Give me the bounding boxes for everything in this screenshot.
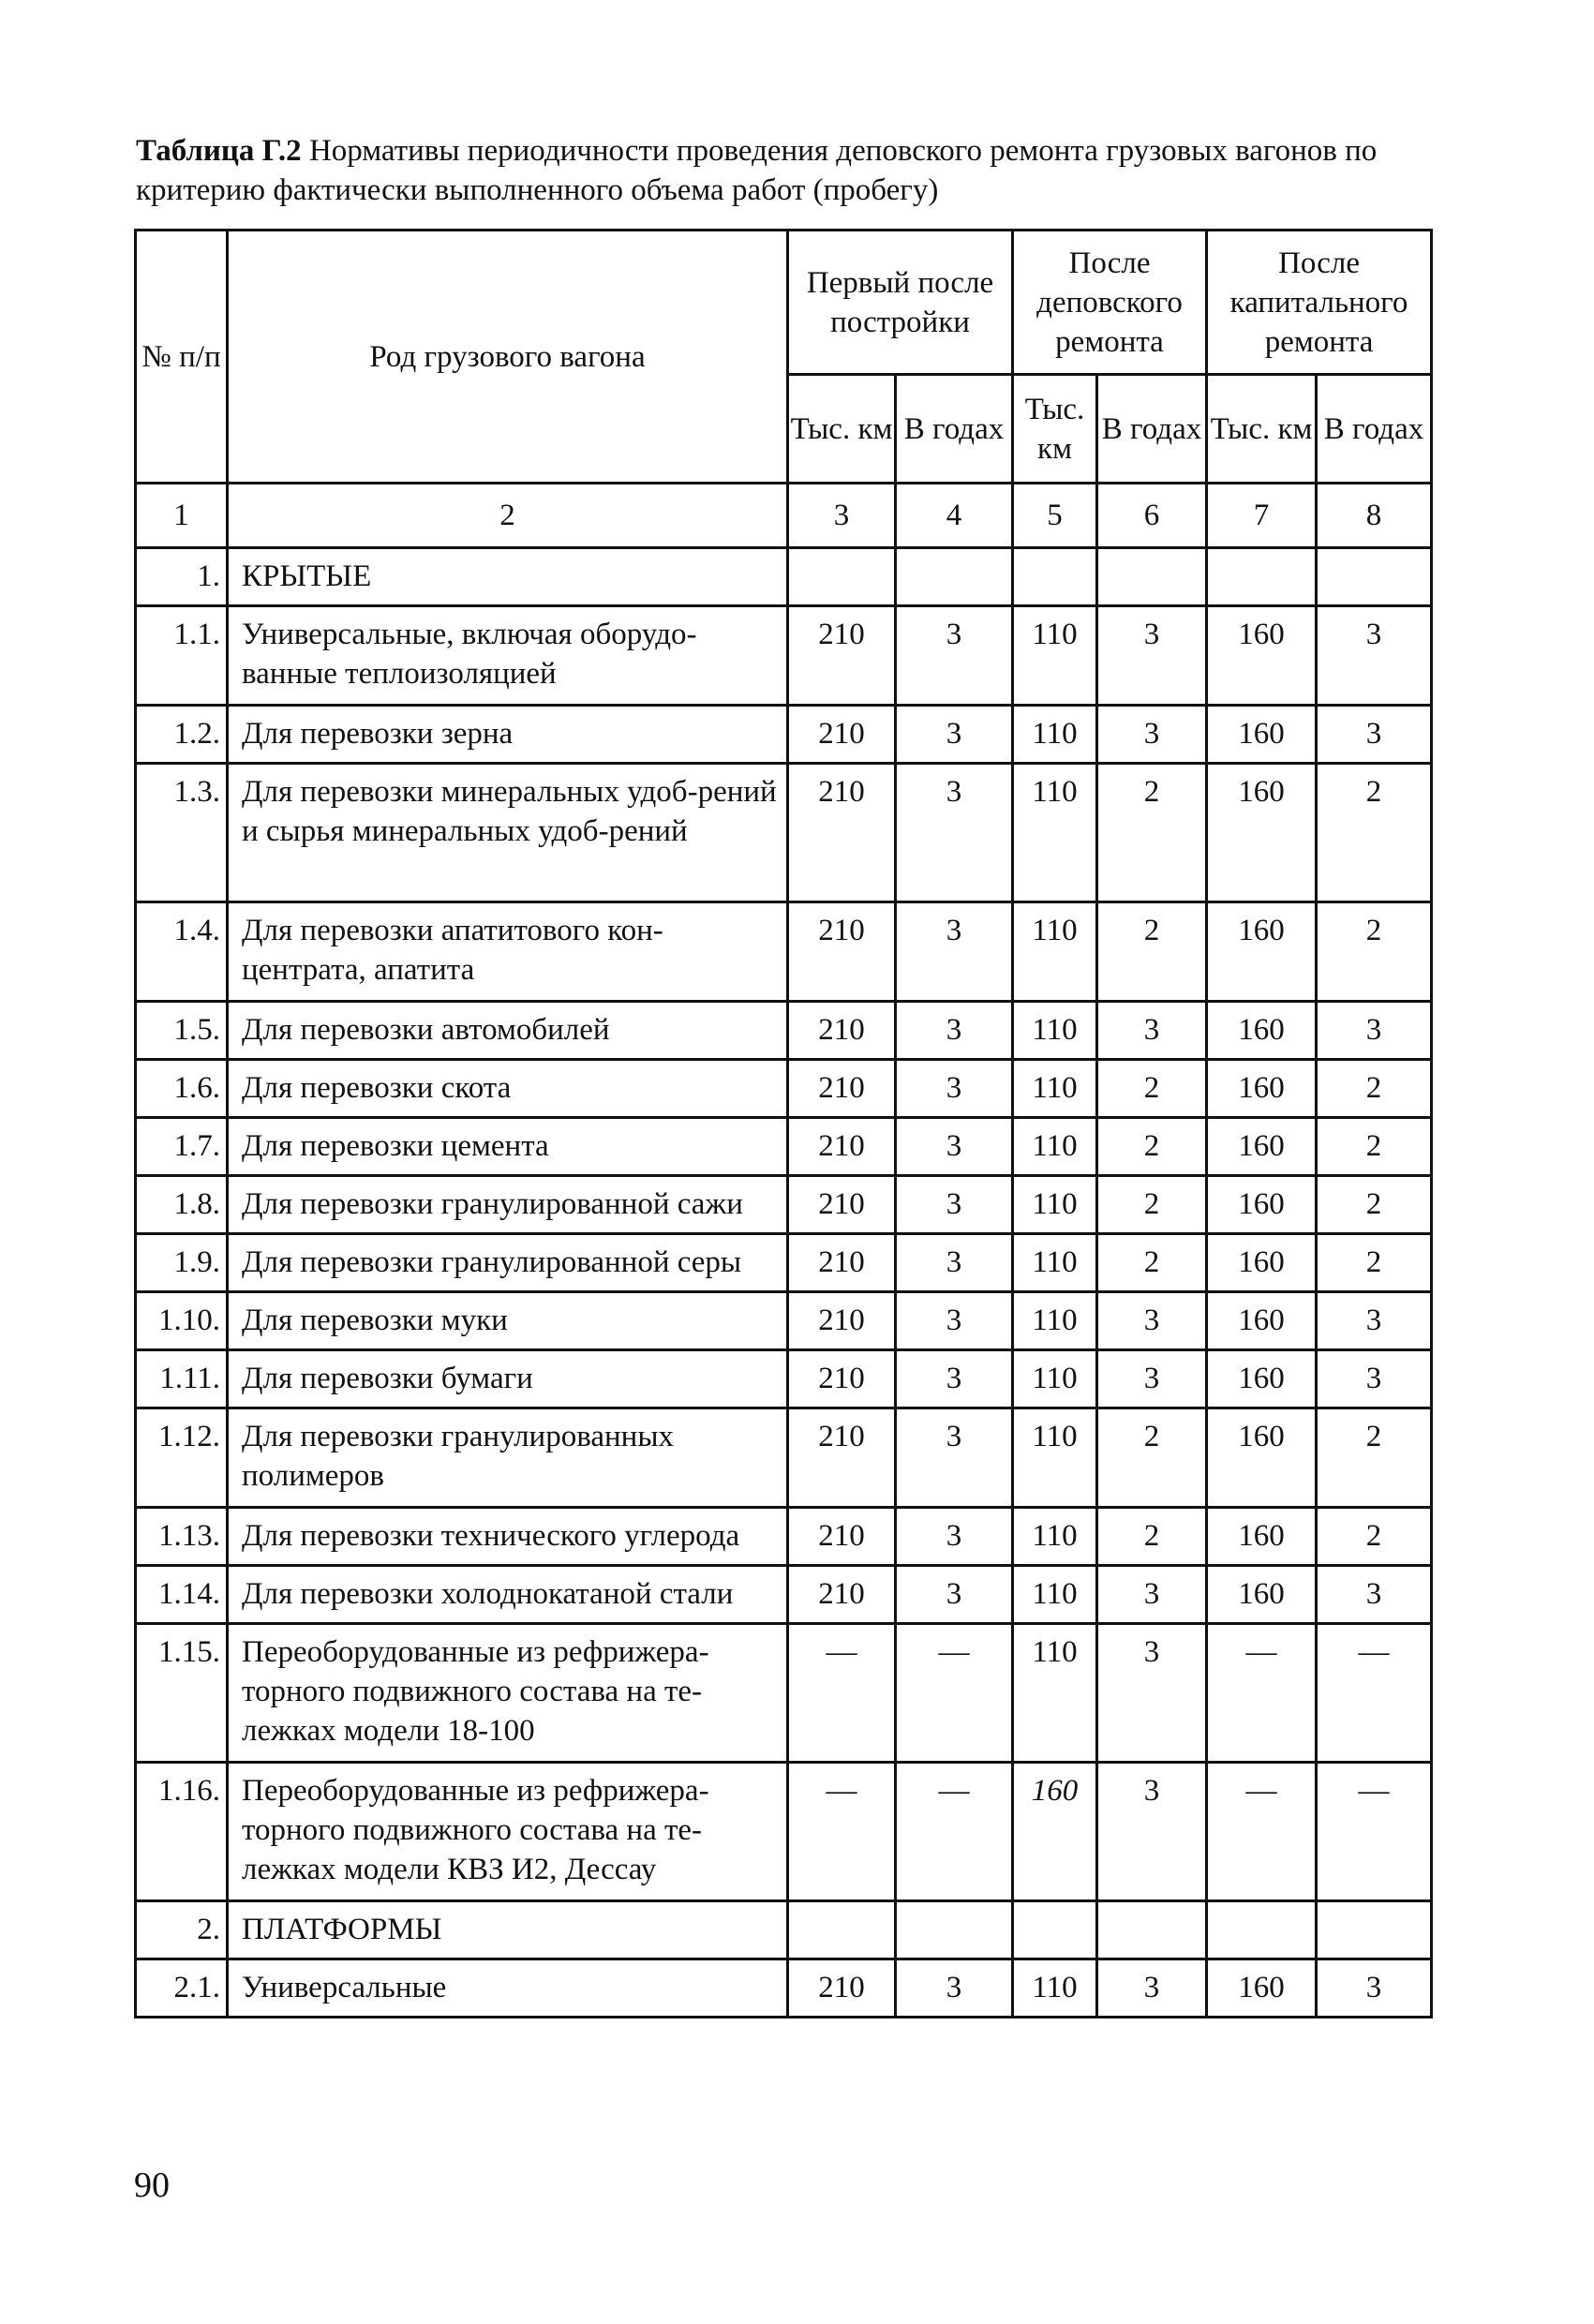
value-capital-years: 2	[1317, 1408, 1432, 1508]
value-first-km: 210	[788, 1176, 896, 1234]
value-capital-years: 2	[1317, 1234, 1432, 1292]
value-first-years: 3	[896, 902, 1013, 1002]
value-capital-years: 2	[1317, 902, 1432, 1002]
column-number: 5	[1013, 484, 1097, 548]
subheader-km: Тыс. км	[788, 375, 896, 484]
value-capital-km: 160	[1207, 1060, 1317, 1118]
row-number: 1.14.	[136, 1566, 228, 1624]
value-depot-km: 110	[1013, 1566, 1097, 1624]
value-first-years: 3	[896, 764, 1013, 902]
value-capital-km: 160	[1207, 1176, 1317, 1234]
value-capital-years	[1317, 1901, 1432, 1959]
wagon-type: Переоборудованные из рефрижера-торного подвижного состава на те-лежках модели 18-100	[228, 1624, 788, 1763]
value-first-km	[788, 548, 896, 606]
row-number: 1.1.	[136, 606, 228, 706]
value-first-years: 3	[896, 706, 1013, 764]
value-capital-years: 2	[1317, 1118, 1432, 1176]
row-number: 1.11.	[136, 1350, 228, 1408]
value-capital-km: 160	[1207, 1959, 1317, 2018]
value-depot-years: 2	[1097, 902, 1207, 1002]
value-capital-km: 160	[1207, 606, 1317, 706]
value-depot-years: 3	[1097, 1763, 1207, 1901]
subheader-years: В годах	[1317, 375, 1432, 484]
value-first-years: 3	[896, 1060, 1013, 1118]
column-number: 8	[1317, 484, 1432, 548]
value-capital-years: 3	[1317, 1292, 1432, 1350]
column-number: 1	[136, 484, 228, 548]
row-number: 1.9.	[136, 1234, 228, 1292]
value-capital-years: —	[1317, 1624, 1432, 1763]
value-capital-years: 2	[1317, 1508, 1432, 1566]
table-row	[136, 1234, 1432, 1292]
norms-table	[134, 229, 1433, 2019]
value-depot-km: 110	[1013, 1060, 1097, 1118]
row-number: 1.2.	[136, 706, 228, 764]
row-number: 1.7.	[136, 1118, 228, 1176]
value-depot-years: 2	[1097, 1060, 1207, 1118]
wagon-type: Для перевозки гранулированной серы	[228, 1234, 788, 1292]
value-capital-km: 160	[1207, 1566, 1317, 1624]
column-number: 4	[896, 484, 1013, 548]
value-first-km: 210	[788, 1234, 896, 1292]
wagon-type: Переоборудованные из рефрижера-торного подвижного состава на те-лежках модели КВЗ И2, Дессау	[228, 1763, 788, 1901]
value-capital-years: 3	[1317, 1566, 1432, 1624]
wagon-type: Универсальные	[228, 1959, 788, 2018]
row-number: 2.	[136, 1901, 228, 1959]
table-row	[136, 1060, 1432, 1118]
value-depot-km: 110	[1013, 1508, 1097, 1566]
value-capital-km: —	[1207, 1763, 1317, 1901]
value-depot-km: 110	[1013, 1959, 1097, 2018]
table-row	[136, 1959, 1432, 2018]
value-depot-years: 2	[1097, 1118, 1207, 1176]
wagon-type: Универсальные, включая оборудо-ванные теплоизоляцией	[228, 606, 788, 706]
value-depot-years: 3	[1097, 1292, 1207, 1350]
value-depot-km	[1013, 548, 1097, 606]
column-number: 7	[1207, 484, 1317, 548]
value-depot-years: 2	[1097, 1234, 1207, 1292]
table-row	[136, 902, 1432, 1002]
value-depot-km: 110	[1013, 1234, 1097, 1292]
value-depot-km: 110	[1013, 1624, 1097, 1763]
wagon-type: Для перевозки скота	[228, 1060, 788, 1118]
row-number: 1.16.	[136, 1763, 228, 1901]
value-capital-years: 3	[1317, 1002, 1432, 1060]
value-depot-km: 160	[1013, 1763, 1097, 1901]
value-capital-years: —	[1317, 1763, 1432, 1901]
value-depot-years: 3	[1097, 706, 1207, 764]
value-depot-km: 110	[1013, 1350, 1097, 1408]
value-first-km: 210	[788, 1292, 896, 1350]
table-row	[136, 1763, 1432, 1901]
value-first-years: 3	[896, 1234, 1013, 1292]
value-first-km: 210	[788, 902, 896, 1002]
value-depot-km: 110	[1013, 1408, 1097, 1508]
table-row	[136, 764, 1432, 902]
wagon-type: Для перевозки технического углерода	[228, 1508, 788, 1566]
table-caption	[136, 131, 1429, 210]
header-type: Род грузового вагона	[228, 231, 788, 484]
value-capital-km: 160	[1207, 1234, 1317, 1292]
table-row	[136, 1508, 1432, 1566]
row-number: 1.8.	[136, 1176, 228, 1234]
wagon-type: Для перевозки автомобилей	[228, 1002, 788, 1060]
value-capital-km: 160	[1207, 1002, 1317, 1060]
value-first-years: 3	[896, 1508, 1013, 1566]
column-number: 3	[788, 484, 896, 548]
value-first-km: 210	[788, 1508, 896, 1566]
value-first-km: 210	[788, 1002, 896, 1060]
value-capital-years: 2	[1317, 1060, 1432, 1118]
table-row	[136, 1176, 1432, 1234]
value-capital-km: 160	[1207, 706, 1317, 764]
value-capital-km: 160	[1207, 764, 1317, 902]
column-number: 6	[1097, 484, 1207, 548]
value-depot-years: 3	[1097, 1624, 1207, 1763]
value-capital-years: 3	[1317, 706, 1432, 764]
wagon-type: Для перевозки муки	[228, 1292, 788, 1350]
value-depot-km: 110	[1013, 902, 1097, 1002]
value-first-km: 210	[788, 1408, 896, 1508]
value-first-years: 3	[896, 1292, 1013, 1350]
value-first-years	[896, 1901, 1013, 1959]
wagon-type: Для перевозки бумаги	[228, 1350, 788, 1408]
column-number: 2	[228, 484, 788, 548]
value-depot-km: 110	[1013, 1118, 1097, 1176]
row-number: 1.3.	[136, 764, 228, 902]
row-number: 1.	[136, 548, 228, 606]
wagon-type: Для перевозки зерна	[228, 706, 788, 764]
wagon-type: Для перевозки гранулированной сажи	[228, 1176, 788, 1234]
value-depot-km: 110	[1013, 706, 1097, 764]
value-first-years: 3	[896, 1350, 1013, 1408]
value-first-years	[896, 548, 1013, 606]
row-number: 1.13.	[136, 1508, 228, 1566]
value-depot-years: 3	[1097, 1566, 1207, 1624]
subheader-km: Тыс. км	[1207, 375, 1317, 484]
wagon-type: КРЫТЫЕ	[228, 548, 788, 606]
table-row	[136, 548, 1432, 606]
value-first-km: —	[788, 1763, 896, 1901]
row-number: 1.10.	[136, 1292, 228, 1350]
value-depot-years: 2	[1097, 1176, 1207, 1234]
row-number: 1.4.	[136, 902, 228, 1002]
header-row	[136, 231, 1432, 375]
value-first-km: 210	[788, 1118, 896, 1176]
value-first-km: 210	[788, 1959, 896, 2018]
value-depot-years: 3	[1097, 1002, 1207, 1060]
value-capital-km: 160	[1207, 1350, 1317, 1408]
value-depot-years	[1097, 1901, 1207, 1959]
header-after-capital-repair: После капитального ремонта	[1207, 231, 1432, 375]
value-first-km: —	[788, 1624, 896, 1763]
value-capital-km: 160	[1207, 1408, 1317, 1508]
value-first-km: 210	[788, 764, 896, 902]
subheader-years: В годах	[896, 375, 1013, 484]
table-row	[136, 1350, 1432, 1408]
table-row	[136, 1002, 1432, 1060]
value-capital-km	[1207, 548, 1317, 606]
page-number: 90	[134, 2166, 170, 2205]
value-first-km	[788, 1901, 896, 1959]
row-number: 1.12.	[136, 1408, 228, 1508]
value-depot-km: 110	[1013, 606, 1097, 706]
subheader-km: Тыс. км	[1013, 375, 1097, 484]
value-capital-years: 2	[1317, 1176, 1432, 1234]
table-row	[136, 706, 1432, 764]
value-depot-years: 2	[1097, 764, 1207, 902]
wagon-type: Для перевозки минеральных удоб-рений и сырья минеральных удоб-рений	[228, 764, 788, 902]
wagon-type: Для перевозки апатитового кон-центрата, апатита	[228, 902, 788, 1002]
wagon-type: Для перевозки цемента	[228, 1118, 788, 1176]
value-first-years: 3	[896, 606, 1013, 706]
caption-label: Таблица Г.2	[136, 134, 302, 168]
value-first-years: —	[896, 1763, 1013, 1901]
value-depot-years	[1097, 548, 1207, 606]
row-number: 1.6.	[136, 1060, 228, 1118]
value-first-km: 210	[788, 606, 896, 706]
value-first-years: 3	[896, 1002, 1013, 1060]
value-first-years: 3	[896, 1959, 1013, 2018]
value-capital-km: —	[1207, 1624, 1317, 1763]
table-row	[136, 1624, 1432, 1763]
value-first-km: 210	[788, 1350, 896, 1408]
value-capital-km: 160	[1207, 1292, 1317, 1350]
wagon-type: Для перевозки холоднокатаной стали	[228, 1566, 788, 1624]
row-number: 1.15.	[136, 1624, 228, 1763]
value-capital-years: 3	[1317, 606, 1432, 706]
value-capital-years: 2	[1317, 764, 1432, 902]
header-first-after-build: Первый после постройки	[788, 231, 1013, 375]
row-number: 2.1.	[136, 1959, 228, 2018]
header-num: № п/п	[136, 231, 228, 484]
wagon-type: Для перевозки гранулированных полимеров	[228, 1408, 788, 1508]
value-first-km: 210	[788, 706, 896, 764]
table-row	[136, 1118, 1432, 1176]
value-capital-years: 3	[1317, 1350, 1432, 1408]
table-row	[136, 1408, 1432, 1508]
value-first-years: —	[896, 1624, 1013, 1763]
row-number: 1.5.	[136, 1002, 228, 1060]
value-depot-km: 110	[1013, 764, 1097, 902]
wagon-type: ПЛАТФОРМЫ	[228, 1901, 788, 1959]
value-capital-years	[1317, 548, 1432, 606]
value-depot-years: 3	[1097, 1350, 1207, 1408]
value-first-years: 3	[896, 1408, 1013, 1508]
value-depot-years: 2	[1097, 1508, 1207, 1566]
column-number-row	[136, 484, 1432, 548]
subheader-years: В годах	[1097, 375, 1207, 484]
value-first-km: 210	[788, 1566, 896, 1624]
caption-text: Нормативы периодичности проведения деповского ремонта грузовых вагонов по критерию фактически выполненного объема работ (пробегу)	[136, 134, 1378, 207]
value-depot-km: 110	[1013, 1176, 1097, 1234]
value-first-years: 3	[896, 1566, 1013, 1624]
table-row	[136, 606, 1432, 706]
value-capital-km	[1207, 1901, 1317, 1959]
value-first-km: 210	[788, 1060, 896, 1118]
value-depot-km	[1013, 1901, 1097, 1959]
value-first-years: 3	[896, 1118, 1013, 1176]
value-depot-years: 2	[1097, 1408, 1207, 1508]
value-capital-km: 160	[1207, 1508, 1317, 1566]
value-depot-km: 110	[1013, 1292, 1097, 1350]
value-depot-years: 3	[1097, 606, 1207, 706]
value-capital-km: 160	[1207, 902, 1317, 1002]
value-capital-years: 3	[1317, 1959, 1432, 2018]
table-row	[136, 1566, 1432, 1624]
value-capital-km: 160	[1207, 1118, 1317, 1176]
table-row	[136, 1292, 1432, 1350]
header-after-depot-repair: После деповского ремонта	[1013, 231, 1207, 375]
table-row	[136, 1901, 1432, 1959]
value-first-years: 3	[896, 1176, 1013, 1234]
value-depot-km: 110	[1013, 1002, 1097, 1060]
value-depot-years: 3	[1097, 1959, 1207, 2018]
